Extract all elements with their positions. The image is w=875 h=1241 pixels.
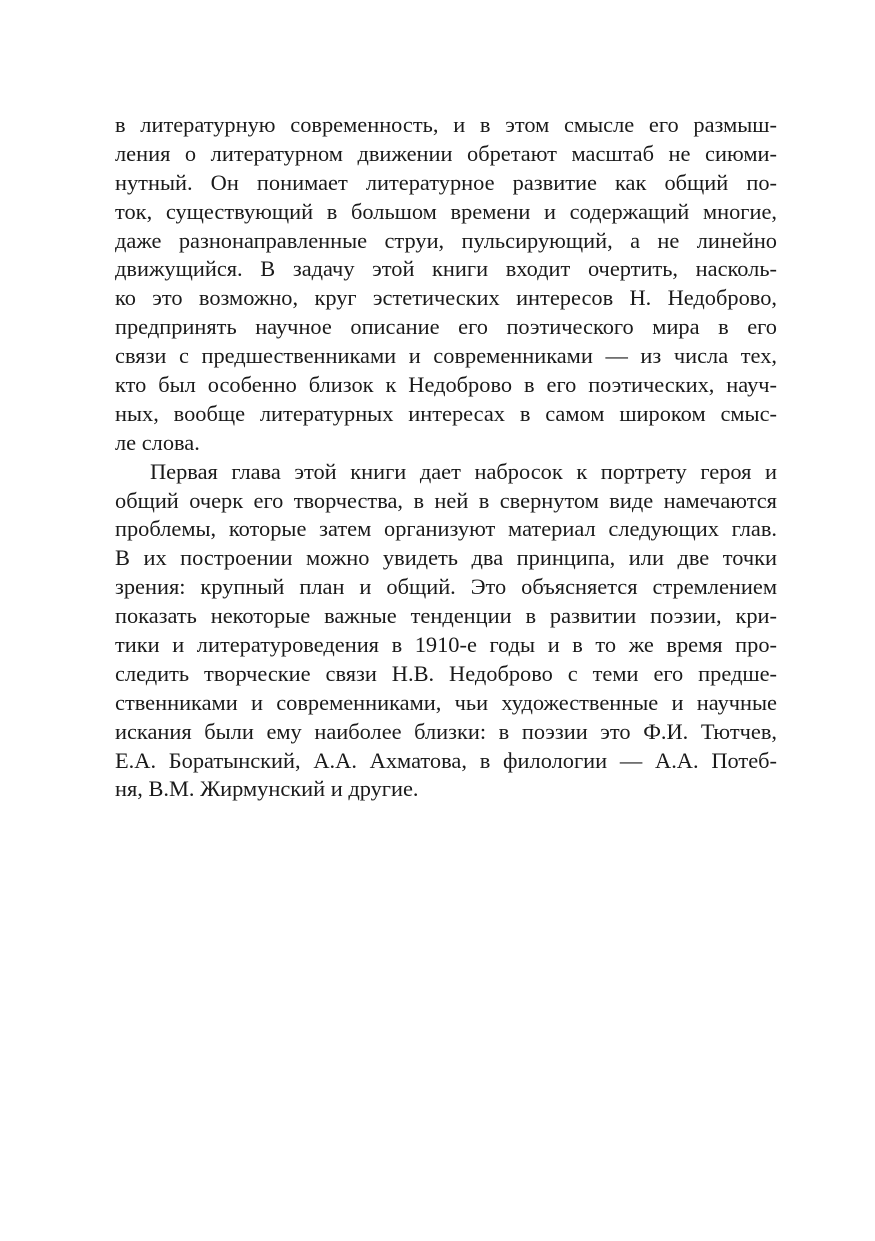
text-line: зрения: крупный план и общий. Это объясняется стремлением — [115, 574, 777, 600]
text-line: следить творческие связи Н.В. Недоброво с теми его предше- — [115, 660, 777, 686]
text-line: В их построении можно увидеть два принципа, или две точки — [115, 545, 777, 571]
text-line: ления о литературном движении обретают масштаб не сиюми- — [115, 140, 777, 166]
text-line: ток, существующий в большом времени и содержащий многие, — [115, 198, 777, 224]
text-line: ных, вообще литературных интересах в самом широком смыс- — [115, 400, 777, 426]
paragraph-2 — [115, 458, 777, 805]
text-line: тики и литературоведения в 1910-е годы и в то же время про- — [115, 632, 777, 658]
text-line: Первая глава этой книги дает набросок к портрету героя и — [150, 458, 777, 484]
body-text — [115, 111, 777, 804]
text-line: в литературную современность, и в этом смысле его размыш- — [115, 112, 777, 137]
text-line: проблемы, которые затем организуют материал следующих глав. — [115, 516, 777, 542]
text-line: нутный. Он понимает литературное развитие как общий по- — [115, 169, 777, 195]
text-line: предпринять научное описание его поэтического мира в его — [115, 314, 777, 340]
text-line: связи с предшественниками и современниками — из числа тех, — [115, 343, 777, 369]
text-line: ня, В.М. Жирмунский и другие. — [115, 776, 419, 802]
paragraph-1 — [115, 111, 777, 458]
text-line: общий очерк его творчества, в ней в свернутом виде намечаются — [115, 487, 777, 513]
text-line: ко это возможно, круг эстетических интересов Н. Недоброво, — [115, 285, 777, 311]
text-line: движущийся. В задачу этой книги входит очертить, насколь- — [115, 256, 777, 282]
text-line: показать некоторые важные тенденции в развитии поэзии, кри- — [115, 603, 777, 629]
text-line: даже разнонаправленные струи, пульсирующий, а не линейно — [115, 227, 777, 253]
text-line: ственниками и современниками, чьи художественные и научные — [115, 689, 777, 715]
text-line: кто был особенно близок к Недоброво в его поэтических, науч- — [115, 372, 777, 398]
text-line: Е.А. Боратынский, А.А. Ахматова, в филологии — А.А. Потеб- — [115, 747, 777, 773]
text-line: ле слова. — [115, 429, 200, 455]
text-line: искания были ему наиболее близки: в поэзии это Ф.И. Тютчев, — [115, 718, 777, 744]
